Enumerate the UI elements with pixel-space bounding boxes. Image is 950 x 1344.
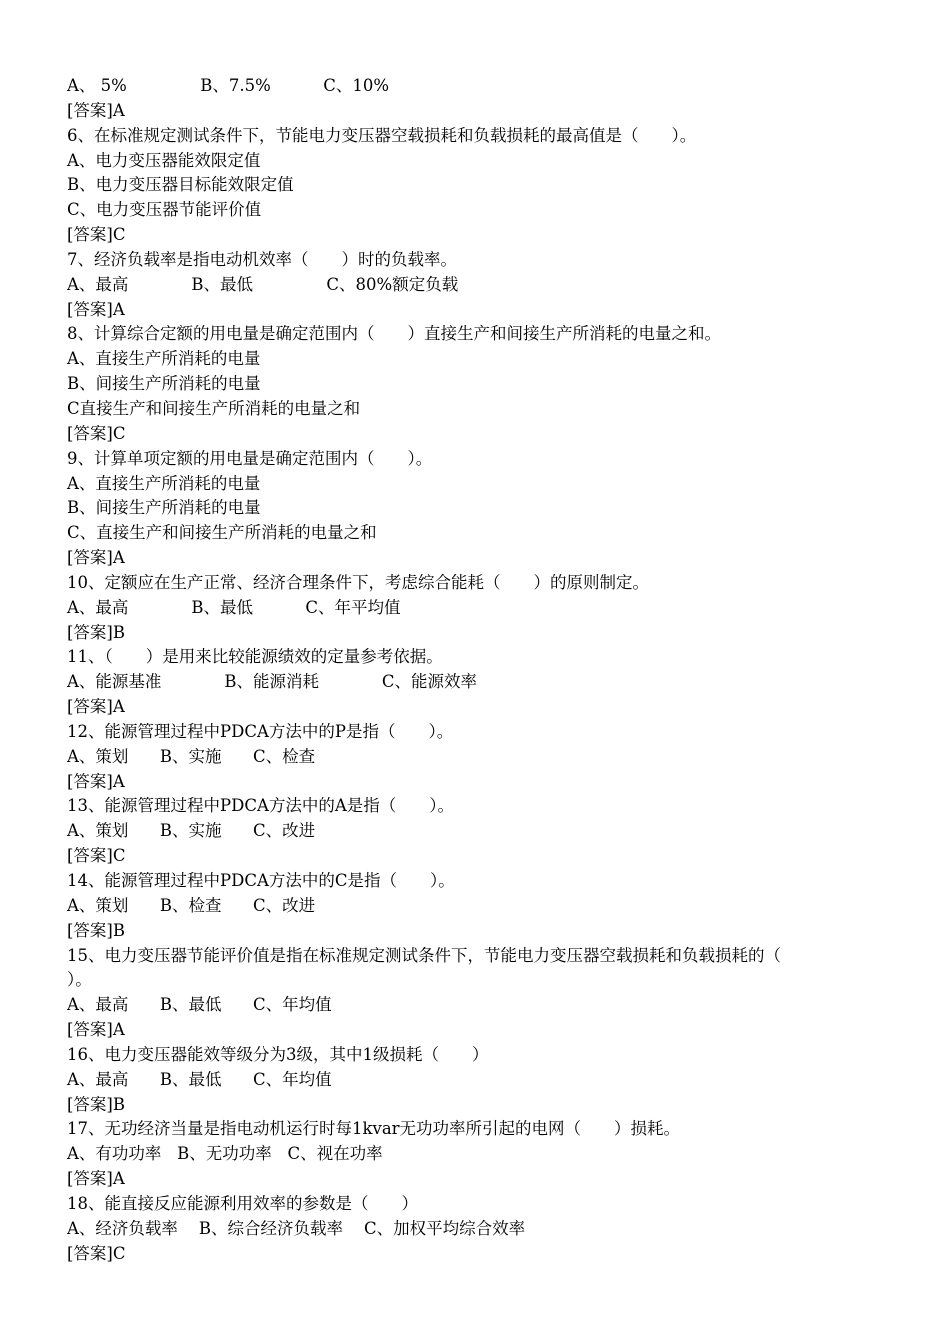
text-line [67,1192,897,1217]
text-line [67,794,897,819]
text-line [67,546,897,571]
text-line-content: 10、定额应在生产正常、经济合理条件下，考虑综合能耗（ ）的原则制定。 [67,572,649,592]
text-line-content: A、最高 B、最低 C、年均值 [67,995,332,1015]
text-line-content: 18、能直接反应能源利用效率的参数是（ ） [67,1193,418,1213]
text-line [67,74,897,99]
text-line-content: A、有功功率 B、无功功率 C、视在功率 [67,1144,383,1164]
text-line-content: C、直接生产和间接生产所消耗的电量之和 [67,523,377,543]
text-line-content: B、电力变压器目标能效限定值 [67,175,294,195]
text-line [67,645,897,670]
text-line [67,1093,897,1118]
text-line [67,819,897,844]
text-line [67,720,897,745]
text-line [67,571,897,596]
text-line-content: C直接生产和间接生产所消耗的电量之和 [67,398,361,418]
text-line-content: 11、（ ）是用来比较能源绩效的定量参考依据。 [67,647,443,667]
text-line [67,596,897,621]
text-line-content: A、最高 B、最低 C、年均值 [67,1069,332,1089]
text-line-content: [答案]A [67,1020,125,1040]
text-line [67,894,897,919]
text-line [67,621,897,646]
text-line-content: [答案]C [67,225,126,245]
text-line [67,1142,897,1167]
text-line [67,1217,897,1242]
text-line [67,844,897,869]
text-line-content: 6、在标准规定测试条件下，节能电力变压器空载损耗和负载损耗的最高值是（ ）。 [67,125,697,145]
text-line [67,99,897,124]
text-line [67,322,897,347]
text-line [67,198,897,223]
text-line [67,447,897,472]
text-line-content: [答案]A [67,1169,125,1189]
text-line-content: [答案]A [67,299,125,319]
text-line-content: 8、计算综合定额的用电量是确定范围内（ ）直接生产和间接生产所消耗的电量之和。 [67,324,721,344]
text-line-content: [答案]B [67,920,125,940]
text-line-content: [答案]B [67,1094,125,1114]
text-line [67,670,897,695]
text-line [67,248,897,273]
text-line-content: A、策划 B、实施 C、改进 [67,821,316,841]
text-line [67,695,897,720]
text-line-content: 13、能源管理过程中PDCA方法中的A是指（ ）。 [67,796,455,816]
text-line [67,968,897,993]
text-line [67,173,897,198]
text-line-content: [答案]A [67,771,125,791]
text-line [67,1167,897,1192]
text-line-content: A、最高 B、最低 C、年平均值 [67,597,401,617]
text-line-content: A、策划 B、实施 C、检查 [67,746,316,766]
text-line-content: [答案]A [67,697,125,717]
text-line-content: A、电力变压器能效限定值 [67,150,261,170]
text-line [67,397,897,422]
text-line [67,1242,897,1267]
text-line [67,422,897,447]
text-line-content: 16、电力变压器能效等级分为3级，其中1级损耗（ ） [67,1044,489,1064]
text-line [67,1018,897,1043]
text-line-content: A、经济负载率 B、综合经济负载率 C、加权平均综合效率 [67,1218,526,1238]
text-line [67,1117,897,1142]
text-line [67,223,897,248]
text-line-content: [答案]C [67,1243,126,1263]
text-line-content: B、间接生产所消耗的电量 [67,498,261,518]
text-line-content: A、 5% B、7.5% C、10% [67,76,390,95]
text-line-content: 9、计算单项定额的用电量是确定范围内（ ）。 [67,448,433,468]
text-line [67,521,897,546]
text-line-content: A、直接生产所消耗的电量 [67,349,261,369]
text-line [67,770,897,795]
text-line [67,124,897,149]
text-line-content: 15、电力变压器节能评价值是指在标准规定测试条件下，节能电力变压器空载损耗和负载损耗的（ [67,945,781,965]
text-line [67,472,897,497]
text-line-content: [答案]C [67,846,126,866]
text-line-content: 7、经济负载率是指电动机效率（ ）时的负载率。 [67,249,457,269]
text-line [67,745,897,770]
text-line-content: B、间接生产所消耗的电量 [67,374,261,394]
text-line [67,993,897,1018]
text-line-content: A、最高 B、最低 C、80%额定负载 [67,274,459,294]
text-line [67,944,897,969]
text-line-content: 12、能源管理过程中PDCA方法中的P是指（ ）。 [67,721,454,741]
text-line [67,919,897,944]
text-line-content: [答案]B [67,622,125,642]
text-line-content: A、直接生产所消耗的电量 [67,473,261,493]
document-page [67,74,897,1267]
text-line-content: ）。 [67,970,92,990]
text-line [67,149,897,174]
text-line [67,298,897,323]
text-line [67,496,897,521]
text-line [67,372,897,397]
text-line-content: 14、能源管理过程中PDCA方法中的C是指（ ）。 [67,871,455,890]
text-line [67,347,897,372]
text-line [67,273,897,298]
text-line [67,1043,897,1068]
text-line [67,1068,897,1093]
text-line-content: [答案]A [67,548,125,568]
text-line-content: A、能源基准 B、能源消耗 C、能源效率 [67,672,478,692]
text-line-content: A、策划 B、检查 C、改进 [67,895,316,915]
text-line-content: [答案]A [67,100,125,120]
text-line-content: [答案]C [67,423,126,443]
text-line-content: 17、无功经济当量是指电动机运行时每1kvar无功功率所引起的电网（ ）损耗。 [67,1119,681,1139]
text-line [67,869,897,894]
text-line-content: C、电力变压器节能评价值 [67,200,262,220]
